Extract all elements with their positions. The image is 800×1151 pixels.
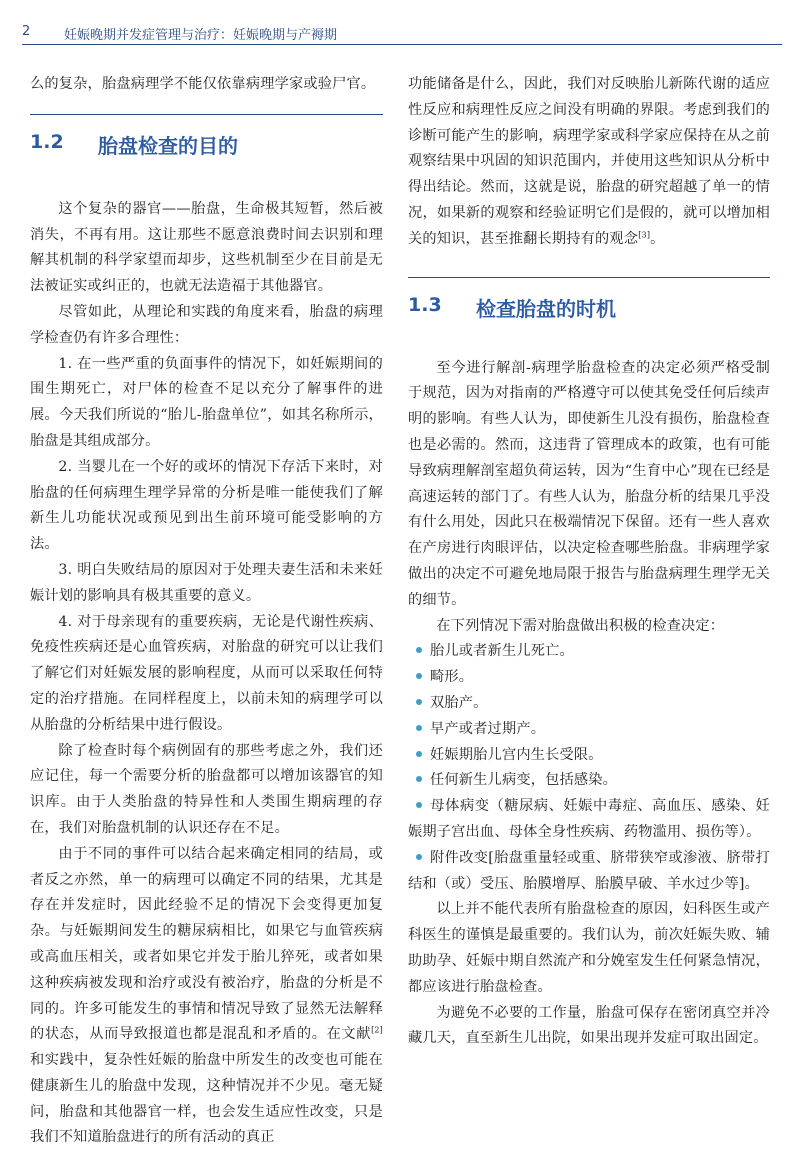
list-item-text: 任何新生儿病变，包括感染。 xyxy=(430,772,618,789)
paragraph: 以上并不能代表所有胎盘检查的原因，妇科医生或产科医生的谨慎是最重要的。我们认为，前次妊娠失败、辅助助孕、妊娠中期自然流产和分娩室发生任何紧急情况，都应该进行胎盘检查。 xyxy=(408,901,770,995)
bullet-icon xyxy=(416,673,422,679)
paragraph-text: 。 xyxy=(650,230,665,247)
bullet-icon xyxy=(416,776,422,782)
paragraph: 么的复杂，胎盘病理学不能仅依靠病理学家或验尸官。 xyxy=(30,76,376,92)
list-item-text: 附件改变[胎盘重量轻或重、脐带狭窄或渗液、脐带打结和（或）受压、胎膜增厚、胎膜早破、羊水过少等]。 xyxy=(408,849,770,892)
list-item-text: 早产或者过期产。 xyxy=(430,720,546,737)
criteria-list xyxy=(408,639,770,897)
reference-marker[interactable]: [3] xyxy=(638,230,651,240)
left-column xyxy=(30,72,383,1151)
paragraph xyxy=(408,72,770,253)
paragraph: 这个复杂的器官——胎盘，生命极其短暂，然后被消失，不再有用。这让那些不愿意浪费时间去识别和理解其机制的科学家望而却步，这些机制至少在目前是无法被证实或纠正的，也就无法造福于其他器官。 xyxy=(30,200,383,295)
list-item-text: 胎儿或者新生儿死亡。 xyxy=(430,643,574,660)
bullet-icon xyxy=(416,647,422,653)
paragraph: 在下列情况下需对胎盘做出积极的检查决定： xyxy=(436,617,725,634)
section-title: 检查胎盘的时机 xyxy=(476,296,616,321)
bullet-icon xyxy=(416,802,422,808)
bullet-icon xyxy=(416,854,422,860)
paragraph-text: 功能储备是什么，因此，我们对反映胎儿新陈代谢的适应性反应和病理性反应之间没有明确的界限。考虑到我们的诊断可能产生的影响，病理学家或科学家应保持在从之前观察结果中巩固的知识范围内，并使用这些知识从分析中得出结论。然而，这就是说，胎盘的研究超越了单一的情况，如果新的观察和经验证明它们是假的，就可以增加相关的知识，甚至推翻长期持有的观念 xyxy=(408,76,770,247)
list-item xyxy=(408,639,770,665)
paragraph: 尽管如此，从理论和实践的角度来看，胎盘的病理学检查仍有许多合理性： xyxy=(30,303,383,346)
paragraph-text: 和实践中，复杂性妊娠的胎盘中所发生的改变也可能在健康新生儿的胎盘中发现，这种情况并不少见。毫无疑问，胎盘和其他器官一样，也会发生适应性改变，只是我们不知道胎盘进行的所有活动的真正 xyxy=(30,1052,383,1146)
paragraph: 1. 在一些严重的负面事件的情况下，如妊娠期间的围生期死亡，对尸体的检查不足以充分了解事件的进展。今天我们所说的“胎儿-胎盘单位”，如其名称所示，胎盘是其组成部分。 xyxy=(30,355,383,449)
paragraph: 至今进行解剖-病理学胎盘检查的决定必须严格受制于规范，因为对指南的严格遵守可以使其免受任何后续声明的影响。有些人认为，即使新生儿没有损伤，胎盘检查也是必需的。然而，这违背了管理成本的政策，也有可能导致病理解剖室超负荷运转，因为“生育中心”现在已经是高速运转的部门了。有些人认为，胎盘分析的结果几乎没有什么用处，因此只在极端情况下保留。还有一些人喜欢在产房进行肉眼评估，以决定检查哪些胎盘。非病理学家做出的决定不可避免地局限于报告与胎盘病理生理学无关的细节。 xyxy=(408,359,770,608)
list-item xyxy=(408,691,770,717)
list-item-text: 母体病变（糖尿病、妊娠中毒症、高血压、感染、妊娠期子宫出血、母体全身性疾病、药物滥用、损伤等）。 xyxy=(408,798,770,840)
header-rule xyxy=(22,44,782,45)
paragraph: 3. 明白失败结局的原因对于处理夫妻生活和未来妊娠计划的影响具有极其重要的意义。 xyxy=(30,561,383,604)
paragraph: 4. 对于母亲现有的重要疾病，无论是代谢性疾病、免疫性疾病还是心血管疾病，对胎盘的研究可以让我们了解它们对妊娠发展的影响程度，从而可以采取任何特定的治疗措施。在同样程度上，以前未知的病理学可以从胎盘的分析结果中进行假设。 xyxy=(30,613,383,733)
bullet-icon xyxy=(416,725,422,731)
running-header xyxy=(22,22,782,46)
list-item xyxy=(408,717,770,743)
section-heading-1-2 xyxy=(30,114,383,197)
list-item-text: 妊娠期胎儿宫内生长受限。 xyxy=(430,746,603,763)
list-item xyxy=(408,768,770,794)
right-column xyxy=(408,72,770,1052)
list-item xyxy=(408,846,770,898)
reference-marker[interactable]: [2] xyxy=(371,1025,383,1035)
paragraph xyxy=(30,842,383,1151)
list-item-text: 双胎产。 xyxy=(430,694,488,711)
list-item xyxy=(408,743,770,769)
section-title: 胎盘检查的目的 xyxy=(98,133,238,158)
running-title: 妊娠晚期并发症管理与治疗：妊娠晚期与产褥期 xyxy=(64,28,338,43)
section-number: 1.3 xyxy=(408,293,442,316)
section-number: 1.2 xyxy=(30,130,64,153)
paragraph: 为避免不必要的工作量，胎盘可保存在密闭真空并冷藏几天，直至新生儿出院，如果出现并发症可取出固定。 xyxy=(408,1004,770,1047)
bullet-icon xyxy=(416,699,422,705)
bullet-icon xyxy=(416,751,422,757)
section-heading-1-3 xyxy=(408,277,770,356)
page-number: 2 xyxy=(22,24,31,39)
list-item-text: 畸形。 xyxy=(430,669,474,686)
paragraph: 除了检查时每个病例固有的那些考虑之外，我们还应记住，每一个需要分析的胎盘都可以增加该器官的知识库。由于人类胎盘的特异性和人类围生期病理的存在，我们对胎盘机制的认识还存在不足。 xyxy=(30,742,383,836)
paragraph-text: 由于不同的事件可以结合起来确定相同的结局，或者反之亦然，单一的病理可以确定不同的结果，尤其是存在并发症时，因此经验不足的情况下会变得更加复杂。与妊娠期间发生的糖尿病相比，如果它与血管疾病或高血压相关，或者如果它并发于胎儿猝死，或者如果这种疾病被发现和治疗或没有被治疗，胎盘的分析是不同的。许多可能发生的事情和情况导致了显然无法解释的状态，从而导致报道也都是混乱和矛盾的。在文献 xyxy=(30,845,383,1043)
paragraph: 2. 当婴儿在一个好的或坏的情况下存活下来时，对胎盘的任何病理生理学异常的分析是唯一能使我们了解新生儿功能状况或预见到出生前环境可能受影响的方法。 xyxy=(30,458,383,553)
list-item xyxy=(408,665,770,691)
list-item xyxy=(408,794,770,846)
